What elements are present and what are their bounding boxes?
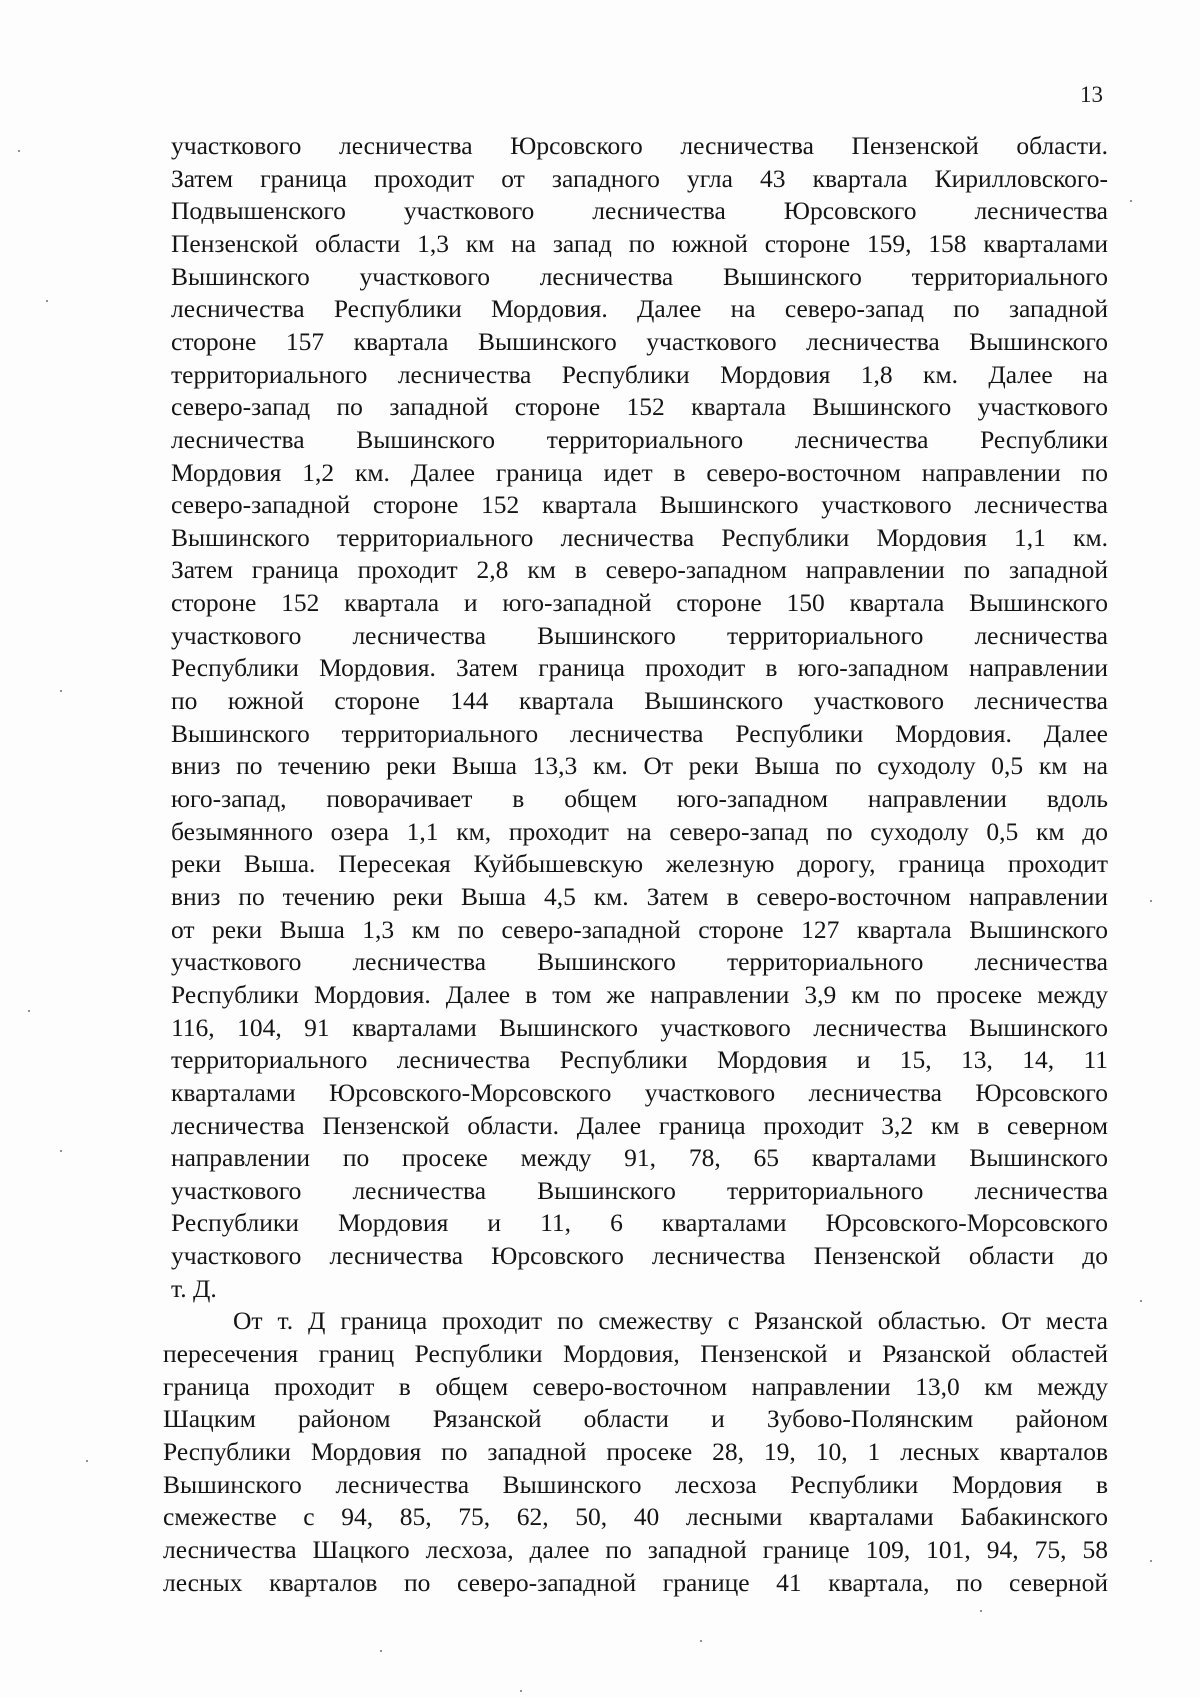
document-line: по южной стороне 144 квартала Вышинского участкового лесничества <box>171 686 1108 715</box>
document-line: лесных кварталов по северо-западной границе 41 квартала, по северной <box>163 1568 1108 1597</box>
document-line: участкового лесничества Юрсовского лесничества Пензенской области до <box>171 1241 1108 1270</box>
scan-speck <box>700 1640 702 1642</box>
document-line: Подвышенского участкового лесничества Юрсовского лесничества <box>171 196 1108 225</box>
document-line: участкового лесничества Вышинского территориального лесничества <box>171 947 1108 976</box>
document-line: участкового лесничества Вышинского территориального лесничества <box>171 1176 1108 1205</box>
document-line: кварталами Юрсовского-Морсовского участкового лесничества Юрсовского <box>171 1078 1108 1107</box>
document-line: смежестве с 94, 85, 75, 62, 50, 40 лесными кварталами Бабакинского <box>163 1502 1108 1531</box>
document-line: стороне 157 квартала Вышинского участкового лесничества Вышинского <box>171 327 1108 356</box>
document-line: Республики Мордовия по западной просеке 28, 19, 10, 1 лесных кварталов <box>163 1437 1108 1466</box>
document-line: лесничества Вышинского территориального лесничества Республики <box>171 425 1108 454</box>
document-line: Мордовия 1,2 км. Далее граница идет в северо-восточном направлении по <box>171 458 1108 487</box>
document-line: Вышинского территориального лесничества Республики Мордовия. Далее <box>171 719 1108 748</box>
scan-speck <box>60 690 62 692</box>
document-line: Республики Мордовия. Затем граница проходит в юго-западном направлении <box>171 653 1108 682</box>
scan-speck <box>980 1610 982 1612</box>
document-line: Вышинского участкового лесничества Вышинского территориального <box>171 262 1108 291</box>
scan-speck <box>520 1690 522 1692</box>
scan-speck <box>1130 200 1132 202</box>
document-line: Пензенской области 1,3 км на запад по южной стороне 159, 158 кварталами <box>171 229 1108 258</box>
scan-speck <box>46 300 48 302</box>
document-line: реки Выша. Пересекая Куйбышевскую железную дорогу, граница проходит <box>171 849 1108 878</box>
document-line: направлении по просеке между 91, 78, 65 кварталами Вышинского <box>171 1143 1108 1172</box>
document-line: лесничества Республики Мордовия. Далее на северо-запад по западной <box>171 294 1108 323</box>
document-line: юго-запад, поворачивает в общем юго-западном направлении вдоль <box>171 784 1108 813</box>
document-line: Республики Мордовия и 11, 6 кварталами Юрсовского-Морсовского <box>171 1208 1108 1237</box>
document-line: 116, 104, 91 кварталами Вышинского участкового лесничества Вышинского <box>171 1013 1108 1042</box>
scan-speck <box>28 1010 30 1012</box>
document-line: северо-западной стороне 152 квартала Вышинского участкового лесничества <box>171 490 1108 519</box>
document-line: от реки Выша 1,3 км по северо-западной стороне 127 квартала Вышинского <box>171 915 1108 944</box>
document-line: лесничества Пензенской области. Далее граница проходит 3,2 км в северном <box>171 1111 1108 1140</box>
document-line: безымянного озера 1,1 км, проходит на северо-запад по суходолу 0,5 км до <box>171 817 1108 846</box>
scan-speck <box>86 1460 88 1462</box>
document-line: территориального лесничества Республики Мордовия 1,8 км. Далее на <box>171 360 1108 389</box>
document-line: стороне 152 квартала и юго-западной стороне 150 квартала Вышинского <box>171 588 1108 617</box>
scan-speck <box>1140 1300 1142 1302</box>
document-line: участкового лесничества Вышинского территориального лесничества <box>171 621 1108 650</box>
scan-speck <box>18 150 20 152</box>
document-line: пересечения границ Республики Мордовия, Пензенской и Рязанской областей <box>163 1339 1108 1368</box>
page-number: 13 <box>1080 82 1103 107</box>
scan-speck <box>380 1650 382 1652</box>
scan-speck <box>60 1150 62 1152</box>
document-line: Вышинского лесничества Вышинского лесхоза Республики Мордовия в <box>163 1470 1108 1499</box>
document-line: Затем граница проходит от западного угла 43 квартала Кирилловского- <box>171 164 1108 193</box>
document-line: граница проходит в общем северо-восточном направлении 13,0 км между <box>163 1372 1108 1401</box>
document-line: территориального лесничества Республики Мордовия и 15, 13, 14, 11 <box>171 1045 1108 1074</box>
scan-speck <box>1150 900 1152 902</box>
document-line: Затем граница проходит 2,8 км в северо-западном направлении по западной <box>171 555 1108 584</box>
scan-speck <box>1150 1560 1152 1562</box>
document-line: участкового лесничества Юрсовского лесничества Пензенской области. <box>171 131 1108 160</box>
document-line: вниз по течению реки Выша 4,5 км. Затем в северо-восточном направлении <box>171 882 1108 911</box>
document-line: От т. Д граница проходит по смежеству с Рязанской областью. От места <box>233 1306 1108 1335</box>
document-line: т. Д. <box>171 1274 217 1303</box>
document-line: Шацким районом Рязанской области и Зубово-Полянским районом <box>163 1404 1108 1433</box>
document-line: лесничества Шацкого лесхоза, далее по западной границе 109, 101, 94, 75, 58 <box>163 1535 1108 1564</box>
document-line: Республики Мордовия. Далее в том же направлении 3,9 км по просеке между <box>171 980 1108 1009</box>
document-line: вниз по течению реки Выша 13,3 км. От реки Выша по суходолу 0,5 км на <box>171 751 1108 780</box>
document-line: Вышинского территориального лесничества Республики Мордовия 1,1 км. <box>171 523 1108 552</box>
document-line: северо-запад по западной стороне 152 квартала Вышинского участкового <box>171 392 1108 421</box>
